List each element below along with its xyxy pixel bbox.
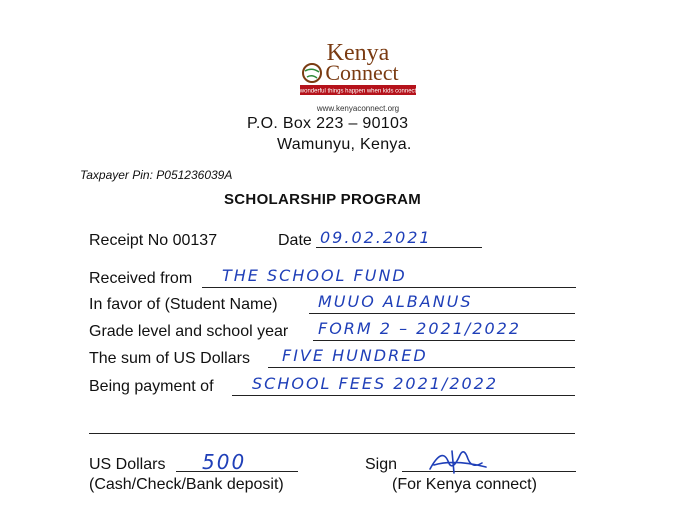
sign-label: Sign	[365, 456, 398, 473]
student-name-label: In favor of (Student Name)	[89, 296, 278, 313]
sum-us-dollars-value: FIVE HUNDRED	[282, 346, 428, 365]
payment-method-note: (Cash/Check/Bank deposit)	[89, 476, 284, 493]
date-label: Date	[278, 232, 312, 249]
sign-note: (For Kenya connect)	[392, 476, 537, 493]
sum-us-dollars-label: The sum of US Dollars	[89, 350, 250, 367]
logo-website: www.kenyaconnect.org	[316, 104, 400, 113]
logo-line2: Connect	[325, 60, 399, 85]
town: Wamunyu, Kenya.	[277, 136, 412, 153]
received-from-value: THE SCHOOL FUND	[222, 266, 407, 285]
receipt-number: Receipt No 00137	[89, 232, 218, 249]
po-box: P.O. Box 223 – 90103	[247, 115, 409, 132]
globe-icon	[303, 64, 321, 82]
received-from-line	[202, 287, 576, 288]
sum-us-dollars-line	[268, 367, 575, 368]
logo-line1: Kenya	[326, 40, 390, 66]
logo-tagline: wonderful things happen when kids connect	[299, 88, 417, 95]
date-value: 09.02.2021	[320, 228, 432, 247]
payment-of-value: SCHOOL FEES 2021/2022	[252, 374, 499, 393]
grade-level-line	[313, 340, 575, 341]
student-name-value: MUUO ALBANUS	[318, 292, 473, 311]
received-from-label: Received from	[89, 270, 193, 287]
signature-image	[424, 443, 494, 479]
date-line	[316, 247, 482, 248]
payment-of-label: Being payment of	[89, 378, 214, 395]
grade-level-value: FORM 2 – 2021/2022	[318, 319, 521, 338]
us-dollars-value: 500	[202, 450, 247, 474]
payment-of-line	[232, 395, 575, 396]
blank-line	[89, 433, 575, 434]
student-name-line	[309, 313, 575, 314]
document-title: SCHOLARSHIP PROGRAM	[224, 191, 422, 208]
us-dollars-label: US Dollars	[89, 456, 166, 473]
taxpayer-pin: Taxpayer Pin: P051236039A	[80, 168, 233, 182]
grade-level-label: Grade level and school year	[89, 323, 289, 340]
